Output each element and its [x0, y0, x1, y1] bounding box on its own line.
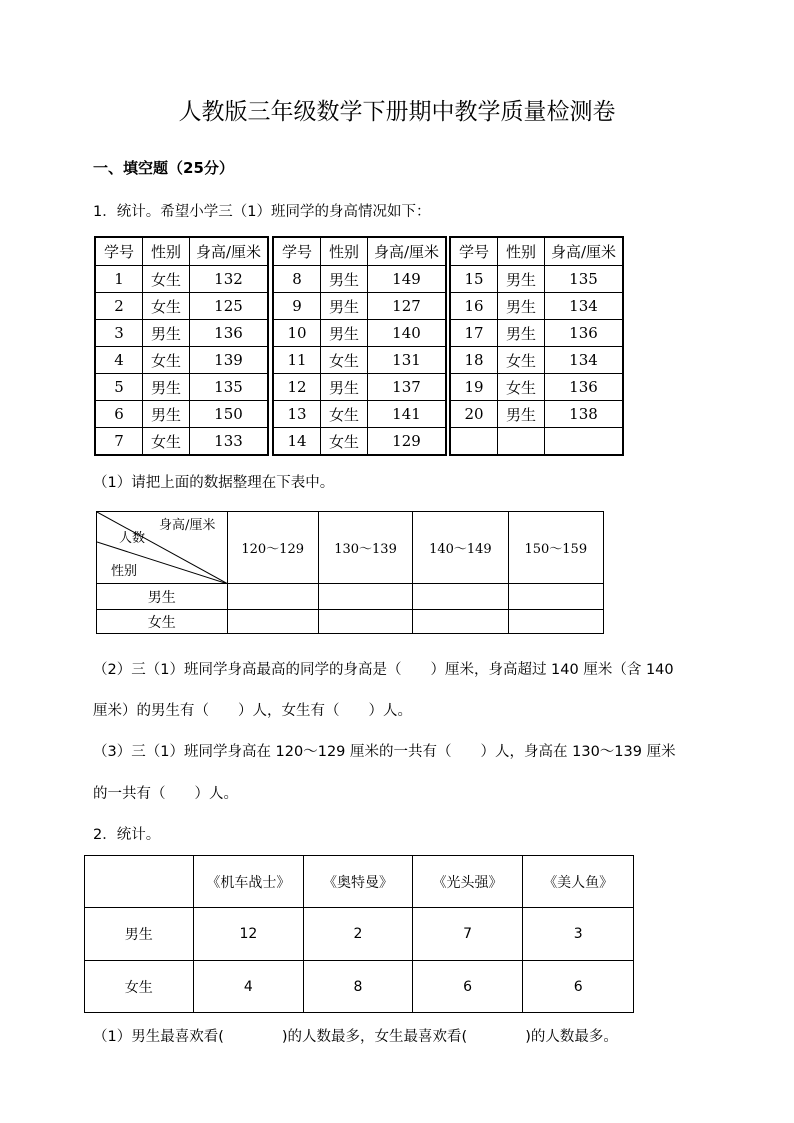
- student-height: 135: [545, 266, 624, 293]
- table-row: [273, 320, 446, 347]
- student-number: 8: [273, 266, 321, 293]
- student-height: 134: [545, 293, 624, 320]
- student-number: 16: [450, 293, 498, 320]
- student-gender: 男生: [498, 401, 545, 428]
- question-1-sub-2-line-1: （2）三（1）班同学身高最高的同学的身高是（ ）厘米，身高超过 140 厘米（含 140: [93, 662, 674, 678]
- value-cell: 4: [193, 961, 304, 1013]
- value-cell: 6: [412, 961, 523, 1013]
- student-gender: 女生: [498, 374, 545, 401]
- student-number: 3: [95, 320, 143, 347]
- student-height: 134: [545, 347, 624, 374]
- column-header: 身高/厘米: [190, 237, 269, 266]
- question-1-sub-3-line-2: 的一共有（ ）人。: [93, 786, 238, 802]
- favorites-table: [84, 855, 634, 1013]
- table-row: [450, 266, 623, 293]
- student-height: 136: [545, 320, 624, 347]
- row-label-female: 女生: [85, 961, 194, 1013]
- column-header: 《奥特曼》: [304, 856, 413, 908]
- range-header: 150～159: [508, 512, 603, 584]
- column-header: 性别: [498, 237, 545, 266]
- student-gender: [498, 428, 545, 456]
- column-header: 性别: [321, 237, 368, 266]
- column-header: 《光头强》: [412, 856, 523, 908]
- student-gender: 男生: [143, 320, 190, 347]
- student-gender: 男生: [143, 401, 190, 428]
- student-number: 14: [273, 428, 321, 456]
- student-number: 7: [95, 428, 143, 456]
- corner-label-gender: 性别: [111, 564, 138, 579]
- value-cell: 3: [523, 908, 634, 961]
- student-number: 1: [95, 266, 143, 293]
- student-height: [545, 428, 624, 456]
- column-header: 学号: [450, 237, 498, 266]
- answer-cell[interactable]: [318, 610, 412, 634]
- answer-cell[interactable]: [508, 610, 603, 634]
- student-gender: 女生: [143, 266, 190, 293]
- range-header: 140～149: [413, 512, 508, 584]
- column-header: 学号: [95, 237, 143, 266]
- height-table-3: [449, 236, 624, 456]
- table-row: [450, 374, 623, 401]
- empty-corner-cell: [85, 856, 194, 908]
- value-cell: 6: [523, 961, 634, 1013]
- question-1-sub-1: （1）请把上面的数据整理在下表中。: [93, 475, 335, 491]
- answer-cell[interactable]: [227, 610, 318, 634]
- student-gender: 男生: [498, 266, 545, 293]
- student-number: 2: [95, 293, 143, 320]
- student-gender: 男生: [321, 374, 368, 401]
- column-header: 学号: [273, 237, 321, 266]
- answer-cell[interactable]: [413, 610, 508, 634]
- student-height: 137: [368, 374, 447, 401]
- table-row: [273, 374, 446, 401]
- student-number: 5: [95, 374, 143, 401]
- student-height: 141: [368, 401, 447, 428]
- student-height: 125: [190, 293, 269, 320]
- table-row: [95, 293, 268, 320]
- student-number: 12: [273, 374, 321, 401]
- student-height: 139: [190, 347, 269, 374]
- student-number: 6: [95, 401, 143, 428]
- student-height: 136: [545, 374, 624, 401]
- table-row: [450, 320, 623, 347]
- table-row: [273, 293, 446, 320]
- classification-table: [96, 511, 604, 634]
- table-row: [95, 347, 268, 374]
- answer-cell[interactable]: [508, 584, 603, 610]
- table-row: [450, 428, 623, 456]
- row-label-female: 女生: [97, 610, 228, 634]
- student-gender: 男生: [498, 320, 545, 347]
- answer-cell[interactable]: [227, 584, 318, 610]
- column-header: 性别: [143, 237, 190, 266]
- student-number: 17: [450, 320, 498, 347]
- table-row: [450, 293, 623, 320]
- column-header: 《美人鱼》: [523, 856, 634, 908]
- student-number: 11: [273, 347, 321, 374]
- page-title: 人教版三年级数学下册期中教学质量检测卷: [178, 99, 616, 125]
- student-height: 127: [368, 293, 447, 320]
- table-row: [95, 401, 268, 428]
- student-gender: 女生: [143, 347, 190, 374]
- student-height: 135: [190, 374, 269, 401]
- student-height: 133: [190, 428, 269, 456]
- table-row: [95, 320, 268, 347]
- table-row: [95, 266, 268, 293]
- table-row: [450, 347, 623, 374]
- section-heading: 一、填空题（25分）: [93, 159, 234, 177]
- corner-label-height: 身高/厘米: [159, 518, 216, 533]
- row-label-male: 男生: [97, 584, 228, 610]
- range-header: 130～139: [318, 512, 412, 584]
- table-row: [450, 401, 623, 428]
- value-cell: 8: [304, 961, 413, 1013]
- student-number: 10: [273, 320, 321, 347]
- student-gender: 女生: [321, 401, 368, 428]
- student-height: 136: [190, 320, 269, 347]
- question-1-sub-2-line-2: 厘米）的男生有（ ）人，女生有（ ）人。: [93, 703, 412, 719]
- student-height: 138: [545, 401, 624, 428]
- student-gender: 男生: [143, 374, 190, 401]
- height-table-1: [94, 236, 269, 456]
- range-header: 120～129: [227, 512, 318, 584]
- diagonal-header-cell: [97, 512, 228, 584]
- student-height: 129: [368, 428, 447, 456]
- answer-cell[interactable]: [413, 584, 508, 610]
- student-number: 18: [450, 347, 498, 374]
- table-row: [273, 347, 446, 374]
- value-cell: 2: [304, 908, 413, 961]
- question-2-intro: 2．统计。: [93, 827, 161, 843]
- student-gender: 女生: [321, 428, 368, 456]
- value-cell: 12: [193, 908, 304, 961]
- student-height: 149: [368, 266, 447, 293]
- question-1-intro: 1．统计。希望小学三（1）班同学的身高情况如下：: [93, 204, 431, 220]
- student-gender: 男生: [321, 293, 368, 320]
- student-number: 19: [450, 374, 498, 401]
- height-table-2: [272, 236, 447, 456]
- table-row: [273, 266, 446, 293]
- student-number: [450, 428, 498, 456]
- question-2-sub-1: （1）男生最喜欢看( )的人数最多，女生最喜欢看( )的人数最多。: [93, 1029, 618, 1045]
- column-header: 《机车战士》: [193, 856, 304, 908]
- table-row: [273, 428, 446, 456]
- corner-label-count: 人数: [119, 531, 146, 546]
- student-number: 9: [273, 293, 321, 320]
- student-gender: 女生: [498, 347, 545, 374]
- student-number: 20: [450, 401, 498, 428]
- student-gender: 男生: [498, 293, 545, 320]
- student-gender: 女生: [143, 293, 190, 320]
- table-row: [95, 374, 268, 401]
- student-gender: 女生: [143, 428, 190, 456]
- answer-cell[interactable]: [318, 584, 412, 610]
- column-header: 身高/厘米: [545, 237, 624, 266]
- student-number: 13: [273, 401, 321, 428]
- table-row: [95, 428, 268, 456]
- student-number: 15: [450, 266, 498, 293]
- student-gender: 男生: [321, 320, 368, 347]
- student-gender: 男生: [321, 266, 368, 293]
- table-row: [273, 401, 446, 428]
- student-height: 132: [190, 266, 269, 293]
- row-label-male: 男生: [85, 908, 194, 961]
- value-cell: 7: [412, 908, 523, 961]
- column-header: 身高/厘米: [368, 237, 447, 266]
- student-height: 150: [190, 401, 269, 428]
- student-height: 140: [368, 320, 447, 347]
- question-1-sub-3-line-1: （3）三（1）班同学身高在 120～129 厘米的一共有（ ）人，身高在 130～139 厘米: [93, 744, 676, 760]
- student-number: 4: [95, 347, 143, 374]
- student-height: 131: [368, 347, 447, 374]
- student-gender: 女生: [321, 347, 368, 374]
